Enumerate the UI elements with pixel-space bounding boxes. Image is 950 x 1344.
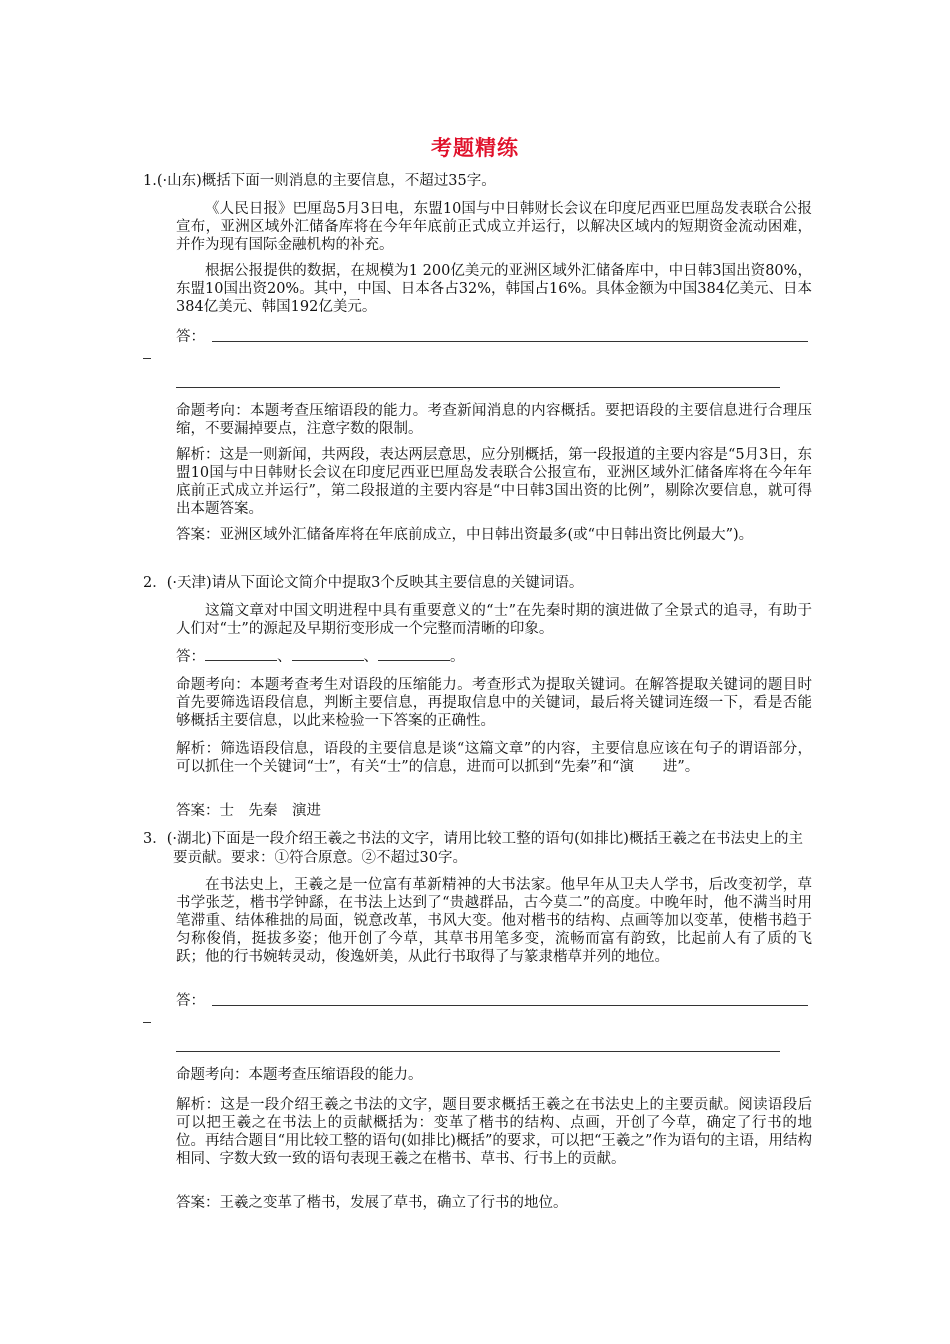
q1-passage-2: 根据公报提供的数据，在规模为1 200亿美元的亚洲区域外汇储备库中，中日韩3国出资80%，东盟10国出资20%。其中，中国、日本各占32%，韩国占16%。具体金额为中国384亿美元、日本384亿美元、韩国192亿美元。 bbox=[176, 263, 812, 315]
q2-blank-3[interactable] bbox=[378, 648, 450, 661]
question-2: 2．(·天津)请从下面论文简介中提取3个反映其主要信息的关键词语。 bbox=[143, 575, 584, 591]
question-3: 3．(·湖北)下面是一段介绍王羲之书法的文字，请用比较工整的语句(如排比)概括王羲之在书法史上的主要贡献。要求：①符合原意。②不超过30字。 bbox=[143, 831, 803, 866]
q3-dash bbox=[143, 1022, 151, 1023]
q2-passage-1: 这篇文章对中国文明进程中具有重要意义的“士”在先秦时期的演进做了全景式的追寻，有助于人们对“士”的源起及早期衍变形成一个完整而清晰的印象。 bbox=[176, 603, 812, 637]
q3-answer-rule[interactable] bbox=[176, 1051, 780, 1052]
q2-sep-1: 、 bbox=[277, 649, 292, 665]
q3-analysis: 解析：这是一段介绍王羲之书法的文字，题目要求概括王羲之在书法史上的主要贡献。阅读语段后可以把王羲之在书法上的贡献概括为：变革了楷书的结构、点画，开创了今草，确定了行书的地位。再结合题目“用比较工整的语句(如排比)概括”的要求，可以把“王羲之”作为语句的主语，用结构相同、字数大致一致的语句表现王羲之在楷书、草书、行书上的贡献。 bbox=[176, 1097, 812, 1167]
q2-answer-prompt: 答： bbox=[176, 649, 205, 665]
q1-intent: 命题考向：本题考查压缩语段的能力。考查新闻消息的内容概括。要把语段的主要信息进行合理压缩，不要漏掉要点，注意字数的限制。 bbox=[176, 403, 812, 437]
q1-answer-line[interactable] bbox=[176, 328, 808, 346]
q2-blank-2[interactable] bbox=[292, 648, 364, 661]
q2-intent: 命题考向：本题考查考生对语段的压缩能力。考查形式为提取关键词。在解答提取关键词的题目时首先要筛选语段信息，判断主要信息，再提取信息中的关键词，最后将关键词连缀一下，看是否能够概括主要信息，以此来检验一下答案的正确性。 bbox=[176, 677, 812, 729]
q1-analysis: 解析：这是一则新闻，共两段，表达两层意思，应分别概括，第一段报道的主要内容是“5月3日，东盟10国与中日韩财长会议在印度尼西亚巴厘岛发表联合公报宣布，亚洲区域外汇储备库将在今年年底前正式成立并运行”，第二段报道的主要内容是“中日韩3国出资的比例”，剔除次要信息，就可得出本题答案。 bbox=[176, 447, 812, 517]
q1-answer-prompt: 答： bbox=[176, 329, 205, 345]
q2-blank-1[interactable] bbox=[205, 648, 277, 661]
q3-answer: 答案：王羲之变革了楷书，发展了草书，确立了行书的地位。 bbox=[176, 1195, 568, 1211]
q2-end: 。 bbox=[450, 649, 465, 665]
q2-answer-line[interactable] bbox=[176, 648, 812, 666]
q3-passage-1: 在书法史上，王羲之是一位富有革新精神的大书法家。他早年从卫夫人学书，后改变初学，草书学张芝，楷书学钟繇，在书法上达到了“贵越群品，古今莫二”的高度。中晚年时，他不满当时用笔滞重、结体稚拙的局面，锐意改革，书风大变。他对楷书的结构、点画等加以变革，使楷书趋于匀称俊俏，挺拔多姿；他开创了今草，其草书用笔多变，流畅而富有韵致，比起前人有了质的飞跃；他的行书婉转灵动，俊逸妍美，从此行书取得了与篆隶楷草并列的地位。 bbox=[176, 877, 812, 965]
question-1: 1.(·山东)概括下面一则消息的主要信息，不超过35字。 bbox=[143, 173, 496, 189]
q2-answer: 答案：士 先秦 演进 bbox=[176, 803, 321, 819]
q3-answer-line[interactable] bbox=[176, 992, 808, 1010]
q3-intent: 命题考向：本题考查压缩语段的能力。 bbox=[176, 1067, 423, 1083]
page-title: 考题精练 bbox=[431, 136, 519, 160]
q1-passage-1: 《人民日报》巴厘岛5月3日电，东盟10国与中日韩财长会议在印度尼西亚巴厘岛发表联合公报宣布，亚洲区域外汇储备库将在今年年底前正式成立并运行，以解决区域内的短期资金流动困难，并作为现有国际金融机构的补充。 bbox=[176, 201, 812, 253]
q1-answer-rule[interactable] bbox=[176, 387, 780, 388]
q1-dash bbox=[143, 358, 151, 359]
q3-answer-prompt: 答： bbox=[176, 993, 205, 1009]
q2-analysis: 解析：筛选语段信息，语段的主要信息是谈“这篇文章”的内容，主要信息应该在句子的谓语部分，可以抓住一个关键词“士”，有关“士”的信息，进而可以抓到“先秦”和“演 进”。 bbox=[176, 741, 812, 775]
q1-answer: 答案：亚洲区域外汇储备库将在年底前成立，中日韩出资最多(或“中日韩出资比例最大”)。 bbox=[176, 527, 754, 543]
q2-sep-2: 、 bbox=[363, 649, 378, 665]
